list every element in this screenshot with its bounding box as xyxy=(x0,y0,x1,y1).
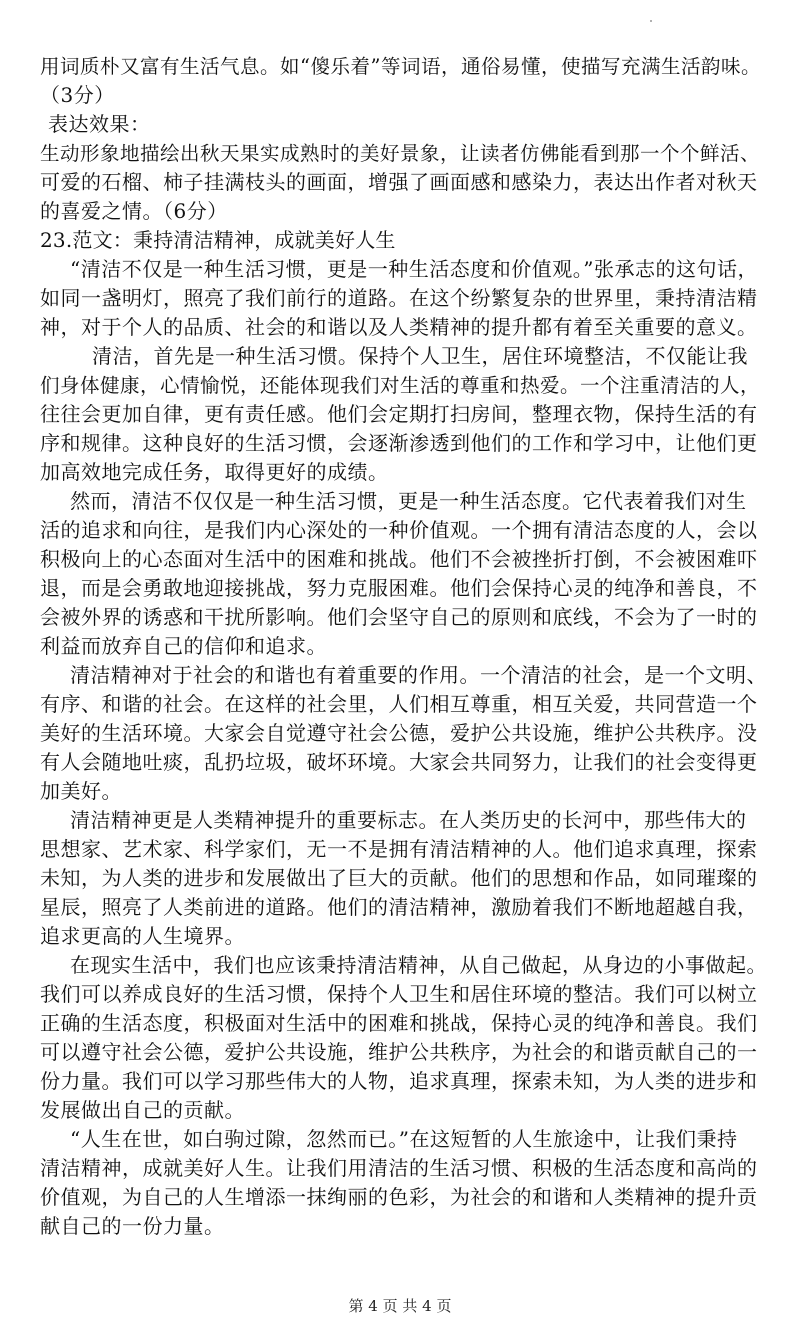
paragraph-start: “人生在世，如白驹过隙，忽然而已。”在这短暂的人生旅途中，让我们秉持 xyxy=(70,1127,738,1151)
paragraph-start: “清洁不仅是一种生活习惯，更是一种生活态度和价值观。”张承志的这句话， xyxy=(70,257,758,281)
text-line: 有序、和谐的社会。在这样的社会里，人们相互尊重，相互关爱，共同营造一个 xyxy=(40,692,758,716)
score-note: （3分） xyxy=(40,83,115,107)
text-line: 的喜爱之情。（6分） xyxy=(40,199,228,223)
essay-title: 23.范文：秉持清洁精神，成就美好人生 xyxy=(40,228,396,252)
text-line: 价值观，为自己的人生增添一抹绚丽的色彩，为社会的和谐和人类精神的提升贡 xyxy=(40,1185,758,1209)
text-line: 献自己的一份力量。 xyxy=(40,1214,225,1238)
text-line: 们身体健康，心情愉悦，还能体现我们对生活的尊重和热爱。一个注重清洁的人， xyxy=(40,374,761,397)
section-label: 表达效果： xyxy=(48,112,151,136)
page-footer: 第 4 页 共 4 页 xyxy=(348,1297,452,1315)
text-line: 星辰，照亮了人类前进的道路。他们的清洁精神，激励着我们不断地超越自我， xyxy=(40,895,758,919)
text-line: 序和规律。这种良好的生活习惯，会逐渐渗透到他们的工作和学习中，让他们更 xyxy=(40,431,758,455)
text-line: 如同一盏明灯，照亮了我们前行的道路。在这个纷繁复杂的世界里，秉持清洁精 xyxy=(40,286,758,310)
scan-speck xyxy=(650,20,652,22)
text-line: 活的追求和向往，是我们内心深处的一种价值观。一个拥有清洁态度的人，会以 xyxy=(40,518,758,542)
text-line: 往往会更加自律，更有责任感。他们会定期打扫房间，整理衣物，保持生活的有 xyxy=(40,402,758,426)
text-line: 可爱的石榴、柿子挂满枝头的画面，增强了画面感和感染力，表达出作者对秋天 xyxy=(40,170,758,194)
text-line: 神，对于个人的品质、社会的和谐以及人类精神的提升都有着至关重要的意义。 xyxy=(40,315,758,339)
paragraph-start: 在现实生活中，我们也应该秉持清洁精神，从自己做起，从身边的小事做起。 xyxy=(70,953,767,977)
text-line: 积极向上的心态面对生活中的困难和挑战。他们不会被挫折打倒，不会被困难吓 xyxy=(40,547,758,571)
paragraph-start: 清洁精神对于社会的和谐也有着重要的作用。一个清洁的社会，是一个文明、 xyxy=(70,663,767,687)
text-line: 发展做出自己的贡献。 xyxy=(40,1098,245,1122)
text-line: 未知，为人类的进步和发展做出了巨大的贡献。他们的思想和作品，如同璀璨的 xyxy=(40,866,758,890)
text-line: 有人会随地吐痰，乱扔垃圾，破坏环境。大家会共同努力，让我们的社会变得更 xyxy=(40,750,758,774)
text-line: 我们可以养成良好的生活习惯，保持个人卫生和居住环境的整洁。我们可以树立 xyxy=(40,982,758,1006)
text-line: 加高效地完成任务，取得更好的成绩。 xyxy=(40,460,389,484)
text-line: 利益而放弃自己的信仰和追求。 xyxy=(40,634,327,658)
text-line: 追求更高的人生境界。 xyxy=(40,924,245,948)
paragraph-start: 然而，清洁不仅仅是一种生活习惯，更是一种生活态度。它代表着我们对生 xyxy=(70,489,747,513)
text-line: 退，而是会勇敢地迎接挑战，努力克服困难。他们会保持心灵的纯净和善良，不 xyxy=(40,576,758,600)
paragraph-start: 清洁精神更是人类精神提升的重要标志。在人类历史的长河中，那些伟大的 xyxy=(70,808,747,832)
text-line: 可以遵守社会公德，爱护公共设施，维护公共秩序，为社会的和谐贡献自己的一 xyxy=(40,1040,758,1064)
text-line: 用词质朴又富有生活气息。如“傻乐着”等词语，通俗易懂，使描写充满生活韵味。 xyxy=(40,55,761,78)
text-line: 加美好。 xyxy=(40,779,122,803)
text-line: 清洁精神，成就美好人生。让我们用清洁的生活习惯、积极的生活态度和高尚的 xyxy=(40,1156,758,1180)
text-line: 美好的生活环境。大家会自觉遵守社会公德，爱护公共设施，维护公共秩序。没 xyxy=(40,721,758,745)
paragraph-start: 清洁，首先是一种生活习惯。保持个人卫生，居住环境整洁，不仅能让我 xyxy=(92,344,748,368)
text-line: 正确的生活态度，积极面对生活中的困难和挑战，保持心灵的纯净和善良。我们 xyxy=(40,1011,758,1035)
text-line: 思想家、艺术家、科学家们，无一不是拥有清洁精神的人。他们追求真理，探索 xyxy=(40,837,758,861)
text-line: 份力量。我们可以学习那些伟大的人物，追求真理，探索未知，为人类的进步和 xyxy=(40,1069,758,1093)
text-line: 生动形象地描绘出秋天果实成熟时的美好景象，让读者仿佛能看到那一个个鲜活、 xyxy=(40,142,761,165)
document-page xyxy=(40,52,770,1241)
text-line: 会被外界的诱惑和干扰所影响。他们会坚守自己的原则和底线，不会为了一时的 xyxy=(40,605,758,629)
